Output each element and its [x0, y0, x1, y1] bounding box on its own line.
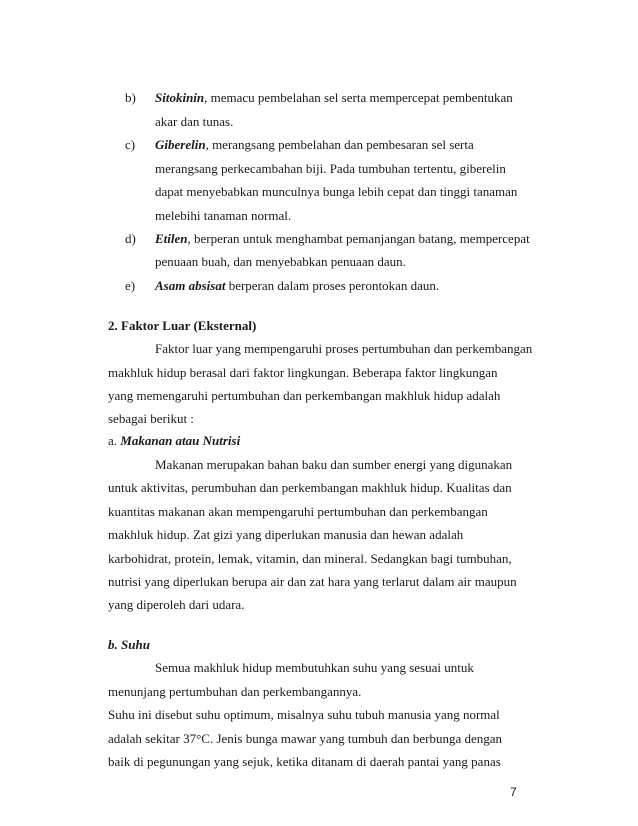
subheading-a: [108, 433, 240, 449]
paragraph-line: kuantitas makanan akan mempengaruhi pertumbuhan dan perkembangan: [108, 504, 488, 519]
paragraph-line: Makanan merupakan bahan baku dan sumber energi yang digunakan: [155, 457, 513, 472]
list-item-c-line3: dapat menyebabkan munculnya bunga lebih cepat dan tinggi tanaman: [155, 184, 518, 199]
text: , memacu pembelahan sel serta mempercepat pembentukan: [204, 90, 513, 105]
list-item-b-line1: [155, 90, 525, 106]
text: berperan dalam proses perontokan daun.: [225, 278, 440, 293]
subheading-title: Makanan atau Nutrisi: [120, 433, 241, 448]
list-item-e-line1: [155, 278, 439, 294]
text: , merangsang pembelahan dan pembesaran sel serta: [205, 137, 474, 152]
list-item-c-line1: [155, 137, 474, 153]
list-item-d-line1: [155, 231, 530, 247]
term-giberelin: Giberelin: [155, 137, 206, 152]
page-number: 7: [510, 785, 517, 799]
subheading-b: b. Suhu: [108, 637, 150, 652]
paragraph-line: karbohidrat, protein, lemak, vitamin, dan mineral. Sedangkan bagi tumbuhan,: [108, 551, 512, 566]
paragraph-line: yang memengaruhi pertumbuhan dan perkembangan makhluk hidup adalah: [108, 388, 501, 403]
paragraph-line: Semua makhluk hidup membutuhkan suhu yang sesuai untuk: [155, 660, 474, 675]
list-label-d: d): [125, 231, 136, 246]
paragraph-line: adalah sekitar 37°C. Jenis bunga mawar yang tumbuh dan berbunga dengan: [108, 731, 503, 746]
paragraph-line: menunjang pertumbuhan dan perkembangannya.: [108, 684, 362, 699]
paragraph-line: makhluk hidup berasal dari faktor lingkungan. Beberapa faktor lingkungan: [108, 365, 498, 380]
paragraph-line: Suhu ini disebut suhu optimum, misalnya suhu tubuh manusia yang normal: [108, 707, 500, 722]
paragraph-line: baik di pegunungan yang sejuk, ketika ditanam di daerah pantai yang panas: [108, 754, 501, 769]
subheading-prefix: a.: [108, 433, 121, 448]
list-item-b-line2: akar dan tunas.: [155, 114, 234, 129]
list-item-d-line2: penuaan buah, dan menyebabkan penuaan daun.: [155, 254, 406, 269]
list-label-c: c): [125, 137, 136, 152]
term-asam-absisat: Asam absisat: [155, 278, 226, 293]
paragraph-line: nutrisi yang diperlukan berupa air dan zat hara yang terlarut dalam air maupun: [108, 574, 517, 589]
paragraph-line: untuk aktivitas, perumbuhan dan perkembangan makhluk hidup. Kualitas dan: [108, 480, 512, 495]
term-etilen: Etilen: [155, 231, 188, 246]
paragraph-line: makhluk hidup. Zat gizi yang diperlukan manusia dan hewan adalah: [108, 527, 464, 542]
term-sitokinin: Sitokinin: [155, 90, 205, 105]
section-heading: 2. Faktor Luar (Eksternal): [108, 318, 257, 333]
list-item-c-line2: merangsang perkecambahan biji. Pada tumbuhan tertentu, giberelin: [155, 161, 506, 176]
list-label-e: e): [125, 278, 136, 293]
paragraph-line: yang diperoleh dari udara.: [108, 597, 245, 612]
paragraph-line: Faktor luar yang mempengaruhi proses pertumbuhan dan perkembangan: [155, 341, 533, 356]
list-label-b: b): [125, 90, 136, 105]
list-item-c-line4: melebihi tanaman normal.: [155, 208, 292, 223]
paragraph-line: sebagai berikut :: [108, 411, 194, 426]
text: , berperan untuk menghambat pemanjangan batang, mempercepat: [187, 231, 530, 246]
